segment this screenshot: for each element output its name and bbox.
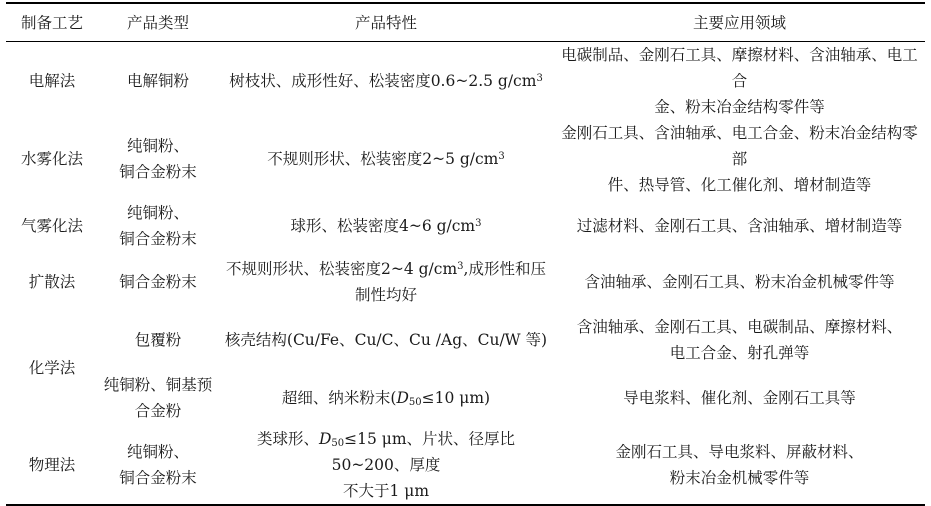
- cell-type: 纯铜粉、 铜合金粉末: [98, 426, 218, 505]
- table-row: [6, 254, 925, 310]
- table-header-row: [6, 3, 925, 42]
- cell-process: 水雾化法: [20, 150, 83, 168]
- powder-process-table: [6, 2, 925, 506]
- table-row: [6, 198, 925, 254]
- cell-feature: 球形、松装密度4~6 $g/cm^3$: [290, 217, 482, 235]
- cell-feature: 核壳结构(Cu/Fe、Cu/C、Cu /Ag、Cu/W 等): [224, 331, 548, 349]
- table-row: [6, 120, 925, 198]
- cell-process: 物理法: [6, 426, 98, 505]
- cell-type: 纯铜粉、 铜合金粉末: [119, 204, 197, 248]
- cell-process: 气雾化法: [20, 217, 83, 235]
- cell-application: 金刚石工具、含油轴承、电工合金、粉末冶金结构零部 件、热导管、化工催化剂、增材制造等: [561, 124, 918, 194]
- table-row: [6, 42, 925, 121]
- cell-application: 含油轴承、金刚石工具、电碳制品、摩擦材料、 电工合金、射孔弹等: [576, 318, 903, 362]
- header-application: 主要应用领域: [554, 3, 925, 42]
- cell-process: 化学法: [28, 359, 76, 377]
- cell-feature: 不规则形状、松装密度2~4 $g/cm^3$,成形性和压 制性均好: [226, 260, 546, 304]
- cell-feature: 超细、纳米粉末($D_{50}\le 10$ μm): [281, 389, 491, 408]
- cell-type: 包覆粉: [134, 331, 182, 349]
- cell-process: 电解法: [28, 72, 76, 90]
- cell-application: 含油轴承、金刚石工具、粉末冶金机械零件等: [584, 273, 895, 291]
- cell-application: 过滤材料、金刚石工具、含油轴承、增材制造等: [576, 217, 903, 235]
- cell-feature: 不规则形状、松装密度2~5 $g/cm^3$: [267, 150, 505, 168]
- header-product-feature: 产品特性: [218, 3, 554, 42]
- header-process: 制备工艺: [6, 3, 98, 42]
- cell-feature: 树枝状、成形性好、松装密度0.6~2.5 $g/cm^3$: [229, 72, 543, 90]
- cell-process: 扩散法: [28, 273, 76, 291]
- cell-application: 电碳制品、金刚石工具、摩擦材料、含油轴承、电工合 金、粉末冶金结构零件等: [561, 46, 918, 116]
- cell-type: 纯铜粉、 铜合金粉末: [119, 137, 197, 181]
- cell-application: 金刚石工具、导电浆料、屏蔽材料、 粉末冶金机械零件等: [554, 426, 925, 505]
- cell-type: 电解铜粉: [126, 72, 189, 90]
- table-row: [6, 310, 925, 370]
- cell-type: 铜合金粉末: [119, 273, 197, 291]
- header-product-type: 产品类型: [98, 3, 218, 42]
- table-row: [6, 370, 925, 426]
- table-row: [6, 426, 925, 505]
- cell-feature: 类球形、$D_{50}\le 15$ μm、片状、径厚比50~200、厚度 不大于1 μm: [218, 426, 554, 505]
- cell-type: 纯铜粉、铜基预 合金粉: [103, 376, 213, 420]
- cell-application: 导电浆料、催化剂、金刚石工具等: [623, 389, 856, 407]
